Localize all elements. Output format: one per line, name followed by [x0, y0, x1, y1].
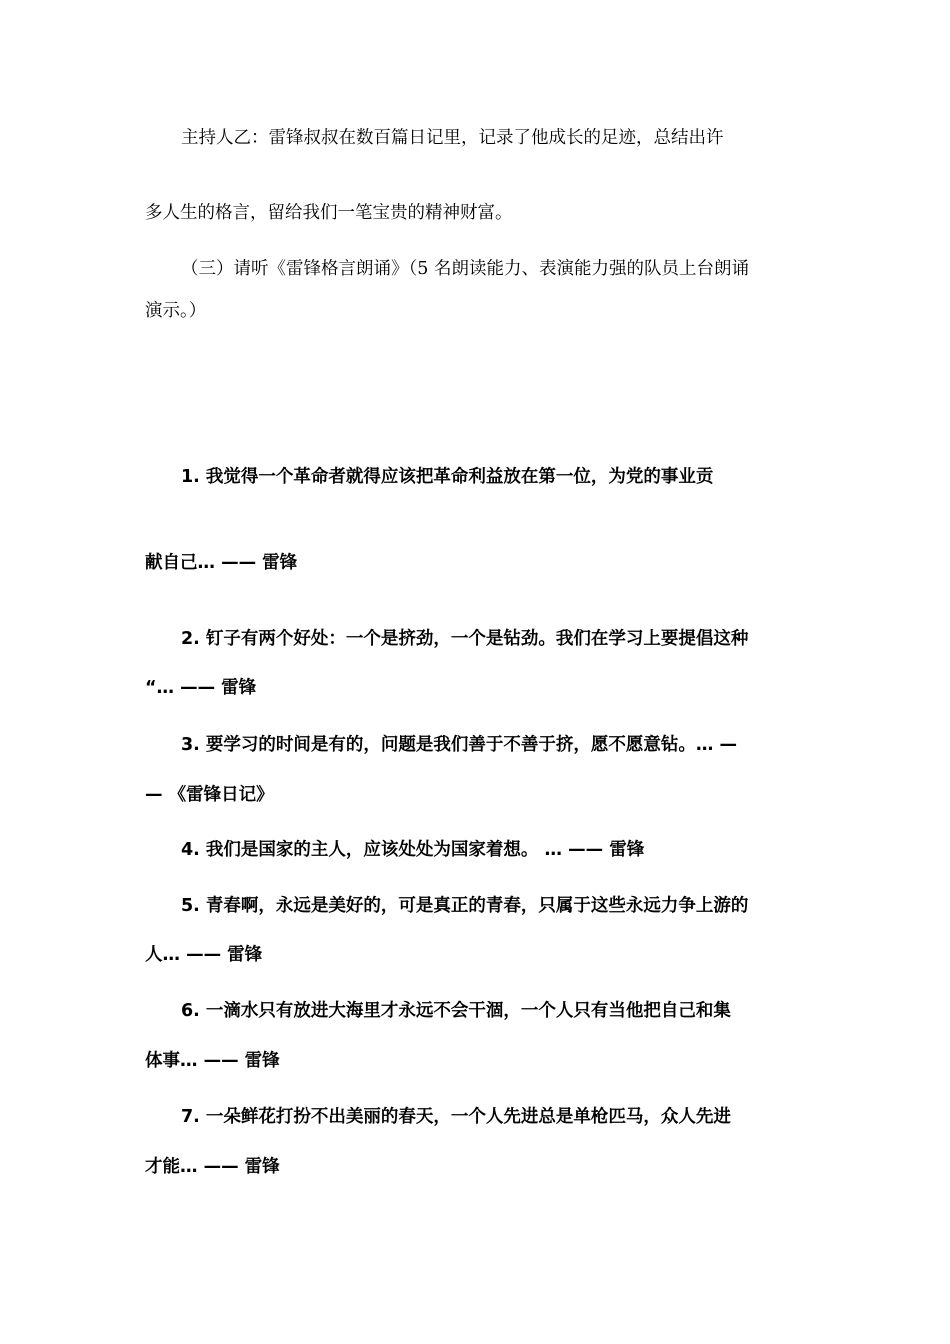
quote-1-line-2: 献自己… —— 雷锋 [145, 553, 298, 573]
quote-7-line-2: 才能… —— 雷锋 [145, 1157, 280, 1177]
quote-5-line-1: 5. 青春啊，永远是美好的，可是真正的青春，只属于这些永远力争上游的 [181, 896, 749, 916]
host-line-1: 主持人乙：雷锋叔叔在数百篇日记里，记录了他成长的足迹，总结出许 [181, 128, 724, 148]
quote-2-line-2: “… —— 雷锋 [145, 678, 257, 698]
quote-4-line-1: 4. 我们是国家的主人，应该处处为国家着想。 … —— 雷锋 [181, 840, 645, 860]
quote-5-line-2: 人… —— 雷锋 [145, 945, 263, 965]
quote-7-line-1: 7. 一朵鲜花打扮不出美丽的春天，一个人先进总是单枪匹马，众人先进 [181, 1107, 731, 1127]
host-line-2: 多人生的格言，留给我们一笔宝贵的精神财富。 [145, 203, 513, 223]
section-heading-line-2: 演示。） [145, 301, 207, 321]
quote-2-line-1: 2. 钉子有两个好处：一个是挤劲，一个是钻劲。我们在学习上要提倡这种 [181, 629, 749, 649]
quote-6-line-2: 体事… —— 雷锋 [145, 1051, 280, 1071]
quote-3-line-1: 3. 要学习的时间是有的，问题是我们善于不善于挤，愿不愿意钻。… — [181, 735, 738, 755]
quote-1-line-1: 1. 我觉得一个革命者就得应该把革命利益放在第一位，为党的事业贡 [181, 467, 714, 487]
quote-3-line-2: — 《雷锋日记》 [145, 785, 274, 805]
section-heading-line-1: （三）请听《雷锋格言朗诵》（5 名朗读能力、表演能力强的队员上台朗诵 [181, 259, 749, 279]
quote-6-line-1: 6. 一滴水只有放进大海里才永远不会干涸，一个人只有当他把自己和集 [181, 1001, 731, 1021]
